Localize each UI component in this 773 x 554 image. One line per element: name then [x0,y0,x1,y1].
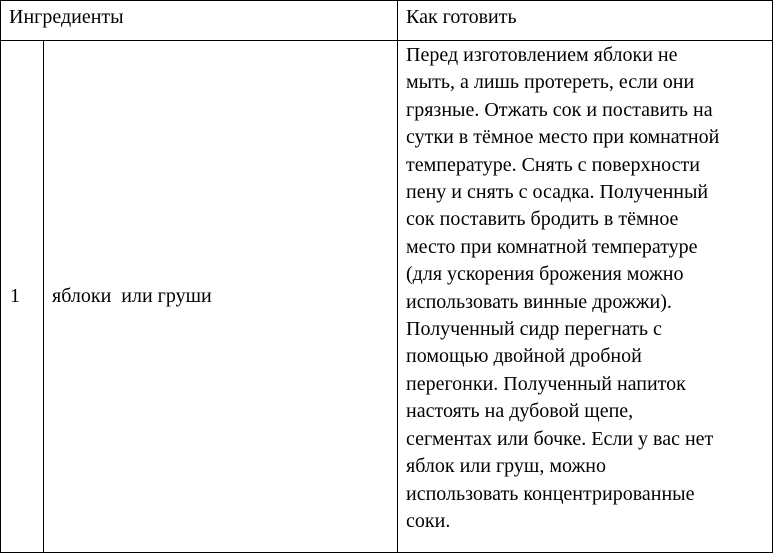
method-line: Полученный сидр перегнать с [406,318,662,341]
table-row [1,41,773,553]
method-line: перегонки. Полученный напиток [406,372,686,395]
row-number: 1 [1,41,44,553]
method-line: мыть, а лишь протереть, если они [406,71,695,94]
method-line: Перед изготовлением яблоки не [406,44,678,66]
header-ingredients: Ингредиенты [1,1,398,41]
method-line: сок поставить бродить в тёмное [406,208,679,231]
method-line: соки. [406,509,451,532]
method-line: настоять на дубовой щепе, [406,400,634,423]
method-text [406,41,766,535]
method-line: пену и снять с осадка. Полученный [406,181,709,204]
method-line: использовать концентрированные [406,482,695,505]
method-line: сутки в тёмное место при комнатной [406,126,720,149]
method-line: сегментах или бочке. Если у вас нет [406,427,714,450]
row-method [398,41,773,553]
row-ingredients: яблоки или груши [44,41,398,553]
header-how-to-cook: Как готовить [398,1,773,41]
method-line: использовать винные дрожжи). [406,290,672,313]
method-line: место при комнатной температуре [406,235,698,258]
table-header-row [1,1,773,41]
method-line: яблок или груш, можно [406,455,606,478]
method-line: температуре. Снять с поверхности [406,153,700,176]
method-line: помощью двойной дробной [406,345,642,368]
method-line: (для ускорения брожения можно [406,263,684,286]
method-line: грязные. Отжать сок и поставить на [406,98,713,121]
